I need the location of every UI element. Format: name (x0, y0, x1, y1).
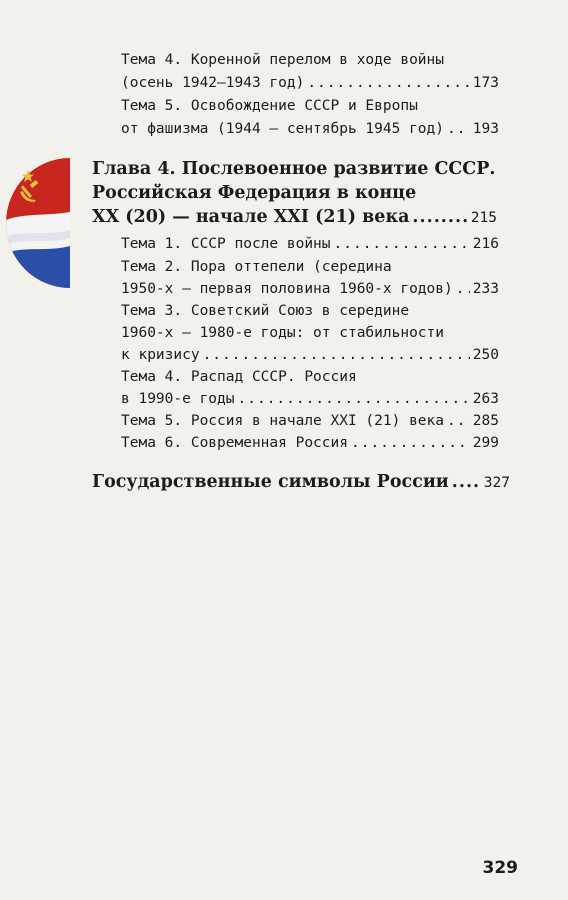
toc-entry-state-symbols[interactable]: Государственные символы России ..... 327 (92, 471, 510, 494)
page-ref: 327 (483, 475, 510, 491)
page-ref: 285 (472, 413, 499, 429)
leader-dots (447, 411, 470, 431)
page-ref: 173 (472, 75, 499, 91)
toc-entry-topic4-line1[interactable]: Тема 4. Коренной перелом в ходе войны (121, 52, 445, 68)
soviet-russian-flag-icon (6, 158, 70, 288)
toc-entry-ch4-topic5[interactable]: Тема 5. Россия в начале XXI (21) века ..... 285 (121, 411, 499, 431)
toc-entry-ch4-topic2-line1[interactable]: Тема 2. Пора оттепели (середина (121, 259, 392, 275)
toc-entry-ch4-topic4-line1[interactable]: Тема 4. Распад СССР. Россия (121, 369, 357, 385)
leader-dots (447, 119, 470, 139)
leader-dots (307, 73, 469, 93)
leader-dots (452, 471, 481, 493)
chapter-heading-line3[interactable]: XX (20) — начале XXI (21) века ..... 215 (92, 206, 497, 229)
toc-entry-ch4-topic3-line2[interactable]: 1960-х — 1980-е годы: от стабильности (121, 325, 445, 341)
page-ref: 215 (470, 210, 497, 226)
leader-dots (456, 279, 470, 299)
chapter-heading-line2[interactable]: Российская Федерация в конце (92, 183, 417, 203)
chapter-heading-line1[interactable]: Глава 4. Послевоенное развитие СССР. (92, 159, 496, 179)
toc-entry-topic5-line2[interactable]: от фашизма (1944 — сентябрь 1945 год) ..... 193 (121, 119, 499, 139)
toc-entry-ch4-topic4-line2[interactable]: в 1990-е годы ..... 263 (121, 389, 499, 409)
page-ref: 193 (472, 121, 499, 137)
page-ref: 299 (472, 435, 499, 451)
toc-entry-ch4-topic6[interactable]: Тема 6. Современная Россия ..... 299 (121, 433, 499, 453)
toc-entry-ch4-topic2-line2[interactable]: 1950-х — первая половина 1960-х годов) ..... 233 (121, 279, 499, 299)
leader-dots (334, 234, 470, 254)
page-number: 329 (482, 858, 518, 878)
leader-dots (203, 345, 470, 365)
toc-entry-ch4-topic1[interactable]: Тема 1. СССР после войны ..... 216 (121, 234, 499, 254)
toc-entry-topic5-line1[interactable]: Тема 5. Освобождение СССР и Европы (121, 98, 418, 114)
toc-entry-ch4-topic3-line1[interactable]: Тема 3. Советский Союз в середине (121, 303, 410, 319)
toc-entry-ch4-topic3-line3[interactable]: к кризису ..... 250 (121, 345, 499, 365)
leader-dots (238, 389, 470, 409)
leader-dots (351, 433, 470, 453)
page-ref: 250 (472, 347, 499, 363)
page-ref: 233 (472, 281, 499, 297)
toc-entry-topic4-line2[interactable]: (осень 1942—1943 год) ..... 173 (121, 73, 499, 93)
leader-dots (412, 206, 467, 228)
page-ref: 216 (472, 236, 499, 252)
page-ref: 263 (472, 391, 499, 407)
